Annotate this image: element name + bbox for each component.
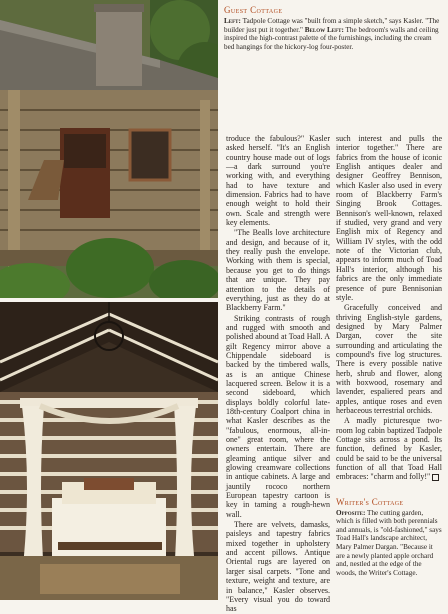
paragraph: troduce the fabulous?" Kasler asked herself. "It's an English country house made out of logs—a dark surround you're working with, and everything had to have texture and dimension. Fabrics had to have enough weight to hold their own. Scale and strength were key elements.: [226, 134, 330, 228]
caption-title: Writer's Cottage: [336, 497, 404, 507]
caption-writers-cottage: [336, 498, 442, 577]
caption-text-2: The bedroom's walls and ceiling inspired the high-contrast palette of the furnishings, including the cream bed hangings for the hickory-log four-poster.: [224, 25, 439, 52]
paragraph: Striking contrasts of rough and rugged with smooth and polished abound at Toad Hall. A gilt Regency mirror above a Chippendale sideboard is backed by the timbered walls, as is an antique Chinese lacquered screen. Below it is a second sideboard, which displays boldly colorful late-18th-century Coalport china in what Kasler describes as the "fabulous, enormous, all-in-one" great room, where the owners entertain. There are gleaming antique silver and glowing creamware collections in antique cabinets. A large and jauntily rococo northern European tapestry cartoon is key in taming a rough-hewn wall.: [226, 313, 330, 519]
caption-text: Tadpole Cottage was "built from a simple sketch," says Kasler. "The builder just put it together.": [224, 16, 440, 34]
paragraph: There are velvets, damasks, paisleys and tapestry fabrics mixed together in upholstery and accent pillows. Antique Oriental rugs are layered on larger sisal carpets. "Tone and texture, weight and texture, are in balance," Kasler observes. "Every visual you do toward has: [226, 520, 330, 614]
paragraph-text: A madly picturesque two-room log cabin baptized Tadpole Cottage sits across a pond. Its function, defined by Kasler, could be said to be the universal function of all that Toad Hall embraces: "charm and folly!": [336, 416, 442, 482]
cabin-exterior-photo: [0, 0, 218, 298]
caption-text: The cutting garden, which is filled with both perennials and annuals, is "old-fashioned," says Toad Hall's landscape architect, Mary Palmer Dargan. "Because it are a newly planted apple orchard and, nestled at the edge of the woods, the Writer's Cottage.: [336, 508, 442, 577]
paragraph: such interest and pulls the interior together." There are fabrics from the house of iconic English antiques dealer and designer Geoffrey Bennison, which Kasler also used in every room of Blackberry Farm's Singing Brook Cottages. Bennison's well-known, relaxed if studied, very grand and very English mix of Regency and William IV styles, with the odd note of the Victorian club, appears to inform much of Toad Hall's interior, although his fabrics are the only immediate presence of pure Bennisonian style.: [336, 134, 442, 302]
article-column-1: [226, 134, 330, 614]
paragraph: Gracefully conceived and thriving English-style gardens, designed by Mary Palmer Dargan, cover the site surrounding and articulating the compound's five log structures. There is every possible native herb, shrub and flower, along with boxwood, rosemary and lavender, espaliered pears and apples, antique roses and even herbaceous terrestrial orchids.: [336, 303, 442, 415]
paragraph: [336, 416, 442, 481]
bedroom-interior-photo: [0, 302, 218, 600]
caption-title: Guest Cottage: [224, 5, 283, 15]
caption-lead: Left:: [224, 16, 241, 25]
caption-lead-2: Below Left:: [304, 25, 344, 34]
end-mark-icon: [432, 474, 439, 481]
caption-guest-cottage: [224, 6, 442, 52]
article-column-2: [336, 134, 442, 482]
caption-lead: Opposite:: [336, 508, 366, 517]
paragraph: "The Bealls love architecture and design, and because of it, they really push the envelope. Working with them is special, because you get to do things that are unique. They pay attention to the details of everything, just as they do at Blackberry Farm.": [226, 228, 330, 313]
